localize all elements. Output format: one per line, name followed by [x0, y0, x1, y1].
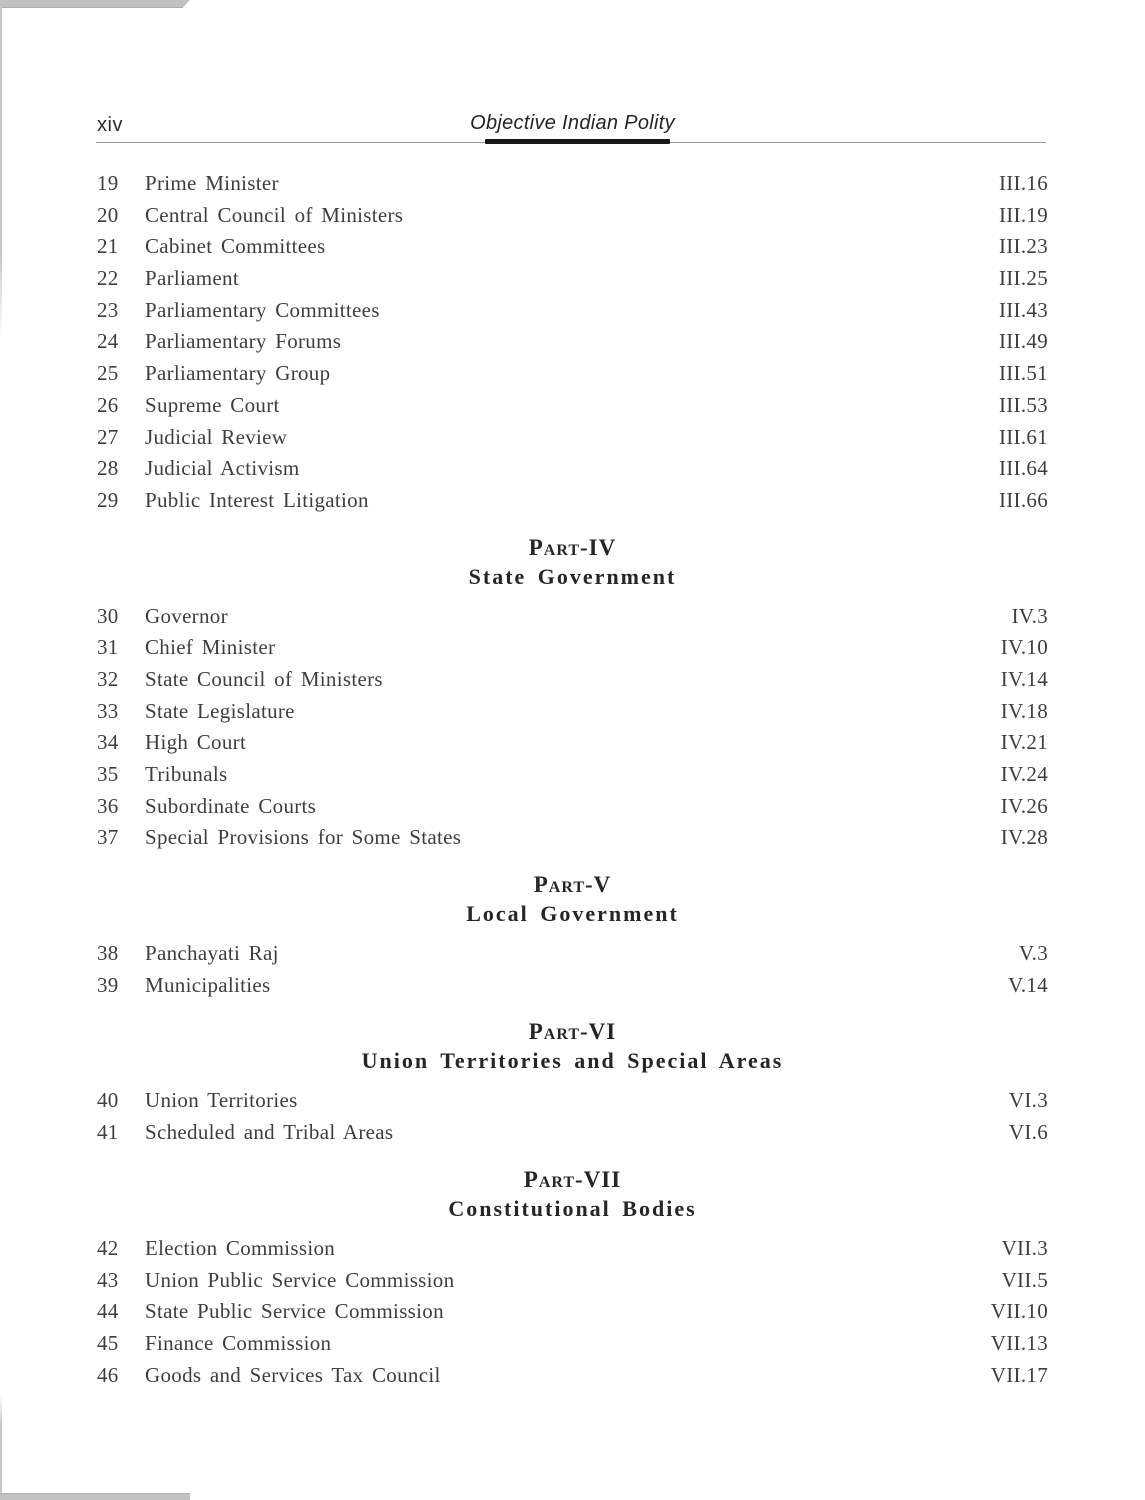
chapter-title: State Public Service Commission [145, 1299, 444, 1324]
chapter-page: VII.10 [990, 1299, 1048, 1324]
chapter-number: 28 [97, 456, 119, 481]
chapter-number: 32 [97, 666, 119, 691]
section-entries [97, 1088, 1048, 1151]
toc-entry [97, 699, 1048, 731]
toc-entry [97, 825, 1048, 857]
part-label: Part-VII [523, 1166, 622, 1192]
toc-section [97, 171, 1048, 520]
chapter-number: 26 [97, 392, 119, 417]
part-heading [97, 1166, 1048, 1224]
toc-entry [97, 329, 1048, 361]
toc-entry [97, 604, 1048, 636]
part-label: Part-IV [528, 534, 617, 560]
chapter-number: 43 [97, 1267, 119, 1292]
chapter-number: 34 [97, 730, 119, 755]
chapter-page: III.61 [998, 424, 1048, 449]
chapter-title: Election Commission [145, 1235, 336, 1260]
chapter-number: 44 [97, 1299, 119, 1324]
table-of-contents [97, 171, 1048, 1394]
page-number: xiv [97, 114, 123, 136]
section-entries [97, 604, 1048, 858]
book-title-header: Objective Indian Polity [470, 112, 675, 134]
chapter-number: 41 [97, 1120, 119, 1145]
toc-section [97, 1018, 1048, 1151]
chapter-number: 29 [97, 487, 119, 512]
chapter-title: Union Public Service Commission [145, 1267, 455, 1292]
chapter-title: Cabinet Committees [145, 234, 326, 259]
chapter-title: Tribunals [145, 762, 228, 786]
chapter-number: 31 [97, 635, 119, 660]
toc-entry [97, 234, 1048, 266]
part-subtitle: Constitutional Bodies [448, 1195, 697, 1221]
chapter-number: 40 [97, 1088, 119, 1113]
toc-entry [97, 393, 1048, 425]
toc-entry [97, 667, 1048, 699]
part-subtitle: Local Government [466, 901, 679, 927]
chapter-title: High Court [145, 730, 247, 755]
chapter-page: IV.3 [1011, 603, 1048, 628]
chapter-number: 37 [97, 825, 119, 850]
toc-entry [97, 1236, 1048, 1268]
scan-edge-left-top [0, 6, 2, 336]
toc-entry [97, 171, 1048, 203]
chapter-page: III.64 [998, 456, 1048, 481]
toc-entry [97, 635, 1048, 667]
toc-entry [97, 298, 1048, 330]
chapter-page: V.14 [1008, 972, 1048, 997]
part-subtitle: Union Territories and Special Areas [361, 1048, 784, 1074]
chapter-number: 24 [97, 329, 119, 354]
chapter-number: 33 [97, 698, 119, 723]
chapter-number: 19 [97, 171, 119, 195]
part-label: Part-V [533, 872, 612, 898]
toc-entry [97, 425, 1048, 457]
chapter-title: Goods and Services Tax Council [145, 1362, 441, 1387]
chapter-title: Municipalities [145, 972, 271, 997]
part-label: Part-VI [528, 1019, 617, 1045]
chapter-page: IV.26 [1000, 793, 1048, 818]
chapter-number: 20 [97, 202, 119, 227]
chapter-number: 36 [97, 793, 119, 818]
chapter-number: 27 [97, 424, 119, 449]
chapter-title: Parliamentary Forums [145, 329, 342, 354]
chapter-title: State Council of Ministers [145, 666, 383, 691]
chapter-page: III.23 [998, 234, 1048, 259]
chapter-page: VII.3 [1001, 1235, 1048, 1260]
chapter-page: VII.13 [990, 1330, 1048, 1355]
chapter-title: Subordinate Courts [145, 793, 317, 818]
part-heading [97, 871, 1048, 929]
chapter-page: IV.14 [1000, 666, 1048, 691]
toc-entry [97, 941, 1048, 973]
chapter-number: 38 [97, 941, 119, 966]
chapter-page: IV.28 [1000, 825, 1048, 850]
scan-edge-bottom [0, 1493, 190, 1500]
chapter-page: IV.21 [1000, 730, 1048, 755]
chapter-title: Central Council of Ministers [145, 202, 404, 227]
chapter-number: 35 [97, 762, 119, 786]
chapter-page: III.19 [998, 202, 1048, 227]
section-entries [97, 171, 1048, 520]
part-heading [97, 1018, 1048, 1076]
chapter-number: 30 [97, 603, 119, 628]
toc-entry [97, 1363, 1048, 1395]
chapter-page: VII.17 [990, 1362, 1048, 1387]
chapter-page: IV.18 [1000, 698, 1048, 723]
chapter-title: Governor [145, 603, 228, 628]
chapter-page: III.43 [998, 297, 1048, 322]
chapter-number: 39 [97, 972, 119, 997]
part-subtitle: State Government [468, 563, 677, 589]
chapter-title: Chief Minister [145, 635, 276, 660]
chapter-title: State Legislature [145, 698, 295, 723]
toc-entry [97, 730, 1048, 762]
toc-entry [97, 266, 1048, 298]
toc-entry [97, 794, 1048, 826]
chapter-page: V.3 [1018, 941, 1048, 966]
toc-entry [97, 456, 1048, 488]
chapter-page: III.25 [998, 266, 1048, 291]
chapter-page: III.53 [998, 392, 1048, 417]
chapter-number: 23 [97, 297, 119, 322]
chapter-page: VII.5 [1001, 1267, 1048, 1292]
chapter-number: 42 [97, 1235, 119, 1260]
chapter-page: IV.10 [1000, 635, 1048, 660]
chapter-page: IV.24 [1000, 762, 1048, 786]
chapter-title: Prime Minister [145, 171, 279, 195]
chapter-title: Supreme Court [145, 392, 280, 417]
chapter-title: Judicial Activism [145, 456, 300, 481]
toc-entry [97, 1120, 1048, 1152]
chapter-number: 46 [97, 1362, 119, 1387]
toc-entry [97, 361, 1048, 393]
toc-entry [97, 1268, 1048, 1300]
chapter-title: Finance Commission [145, 1330, 332, 1355]
toc-section [97, 534, 1048, 858]
chapter-title: Public Interest Litigation [145, 487, 369, 512]
chapter-page: VI.6 [1008, 1120, 1048, 1145]
chapter-page: III.66 [998, 487, 1048, 512]
section-entries [97, 941, 1048, 1004]
section-entries [97, 1236, 1048, 1394]
chapter-number: 21 [97, 234, 119, 259]
part-heading [97, 534, 1048, 592]
scan-edge-left-bottom [0, 1396, 2, 1496]
toc-entry [97, 1088, 1048, 1120]
toc-section [97, 1166, 1048, 1394]
chapter-title: Parliamentary Committees [145, 297, 380, 322]
chapter-number: 45 [97, 1330, 119, 1355]
toc-entry [97, 973, 1048, 1005]
chapter-title: Special Provisions for Some States [145, 825, 462, 850]
chapter-page: VI.3 [1008, 1088, 1048, 1113]
chapter-title: Union Territories [145, 1088, 298, 1113]
chapter-number: 25 [97, 361, 119, 386]
toc-entry [97, 1331, 1048, 1363]
chapter-number: 22 [97, 266, 119, 291]
chapter-title: Scheduled and Tribal Areas [145, 1120, 394, 1145]
chapter-page: III.51 [998, 361, 1048, 386]
toc-entry [97, 488, 1048, 520]
chapter-page: III.49 [998, 329, 1048, 354]
toc-entry [97, 1299, 1048, 1331]
chapter-title: Parliamentary Group [145, 361, 331, 386]
chapter-title: Judicial Review [145, 424, 288, 449]
chapter-page: III.16 [998, 171, 1048, 195]
toc-entry [97, 762, 1048, 794]
chapter-title: Panchayati Raj [145, 941, 279, 966]
chapter-title: Parliament [145, 266, 239, 291]
toc-section [97, 871, 1048, 1004]
scan-edge-top [0, 0, 190, 8]
toc-entry [97, 203, 1048, 235]
header-rule-thick [485, 139, 670, 144]
